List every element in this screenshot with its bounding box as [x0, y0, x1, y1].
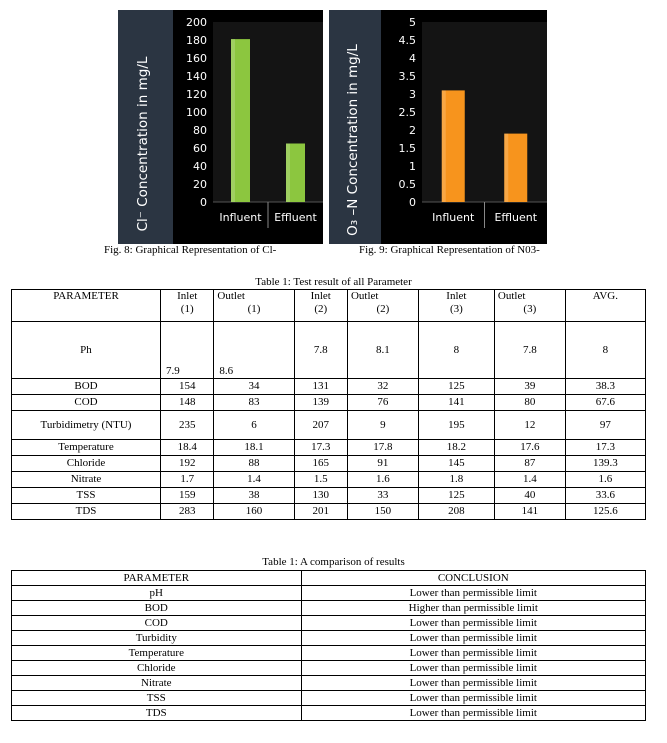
- parameter-cell: TSS: [12, 691, 302, 706]
- table-row: [12, 706, 646, 721]
- table-header-row: [12, 571, 646, 586]
- value-cell: 208: [418, 504, 494, 520]
- value-cell: 97: [565, 411, 645, 440]
- bar-highlight: [286, 144, 290, 203]
- y-tick-label: 0: [409, 196, 416, 209]
- value-cell: 17.3: [294, 440, 347, 456]
- y-axis-label: Cl⁻ Concentration in mg/L: [135, 56, 151, 232]
- x-category-label: Influent: [432, 211, 475, 224]
- y-tick-label: 2: [409, 124, 416, 137]
- table-row: [12, 322, 646, 379]
- header-parameter: PARAMETER: [12, 571, 302, 586]
- table-row: [12, 411, 646, 440]
- value-cell: 207: [294, 411, 347, 440]
- table-row: [12, 616, 646, 631]
- y-tick-label: 1: [409, 160, 416, 173]
- value-cell: 8.1: [347, 322, 418, 379]
- y-tick-label: 180: [186, 34, 207, 47]
- conclusion-cell: Lower than permissible limit: [301, 676, 645, 691]
- value-cell: 130: [294, 488, 347, 504]
- value-cell: 1.7: [160, 472, 213, 488]
- conclusion-cell: Lower than permissible limit: [301, 691, 645, 706]
- value-cell: 160: [214, 504, 294, 520]
- value-cell: 125: [418, 488, 494, 504]
- y-tick-label: 20: [193, 178, 207, 191]
- parameter-cell: Nitrate: [12, 472, 161, 488]
- table-row: [12, 395, 646, 411]
- value-cell: 39: [494, 379, 565, 395]
- value-cell: 154: [160, 379, 213, 395]
- parameter-cell: BOD: [12, 601, 302, 616]
- y-tick-label: 120: [186, 88, 207, 101]
- header-conclusion: CONCLUSION: [301, 571, 645, 586]
- conclusion-cell: Higher than permissible limit: [301, 601, 645, 616]
- parameter-cell: TDS: [12, 706, 302, 721]
- value-cell: 141: [418, 395, 494, 411]
- value-cell: 8.6: [214, 322, 294, 379]
- value-cell: 9: [347, 411, 418, 440]
- header-avg: AVG.: [565, 290, 645, 322]
- value-cell: 8: [418, 322, 494, 379]
- value-cell: 7.8: [494, 322, 565, 379]
- table-row: [12, 456, 646, 472]
- comparison-table: [11, 570, 646, 721]
- value-cell: 8: [565, 322, 645, 379]
- nitrate-chart: [329, 10, 547, 244]
- bar-highlight: [504, 134, 508, 202]
- table-row: [12, 504, 646, 520]
- value-cell: 125: [418, 379, 494, 395]
- y-tick-label: 80: [193, 124, 207, 137]
- y-tick-label: 0: [200, 196, 207, 209]
- conclusion-cell: Lower than permissible limit: [301, 706, 645, 721]
- plot-background: [213, 22, 323, 202]
- value-cell: 1.6: [347, 472, 418, 488]
- x-category-label: Influent: [219, 211, 262, 224]
- value-cell: 88: [214, 456, 294, 472]
- value-cell: 7.8: [294, 322, 347, 379]
- value-cell: 12: [494, 411, 565, 440]
- value-cell: 1.5: [294, 472, 347, 488]
- table-row: [12, 601, 646, 616]
- value-cell: 150: [347, 504, 418, 520]
- plot-background: [422, 22, 547, 202]
- value-cell: 139.3: [565, 456, 645, 472]
- x-category-label: Effluent: [274, 211, 317, 224]
- table-row: [12, 379, 646, 395]
- conclusion-cell: Lower than permissible limit: [301, 586, 645, 601]
- nitrate-chart-svg: [329, 10, 547, 244]
- table-row: [12, 472, 646, 488]
- figure-8-caption: Fig. 8: Graphical Representation of Cl-: [104, 244, 277, 256]
- value-cell: 7.9: [160, 322, 213, 379]
- y-tick-label: 1.5: [398, 142, 416, 155]
- y-tick-label: 100: [186, 106, 207, 119]
- y-axis-label: O₃ –N Concentration in mg/L: [345, 44, 361, 236]
- value-cell: 145: [418, 456, 494, 472]
- value-cell: 80: [494, 395, 565, 411]
- bar-highlight: [442, 90, 446, 202]
- table-row: [12, 691, 646, 706]
- value-cell: 165: [294, 456, 347, 472]
- conclusion-cell: Lower than permissible limit: [301, 631, 645, 646]
- parameter-cell: Temperature: [12, 646, 302, 661]
- y-tick-label: 2.5: [398, 106, 416, 119]
- value-cell: 141: [494, 504, 565, 520]
- conclusion-cell: Lower than permissible limit: [301, 616, 645, 631]
- chloride-chart-svg: [118, 10, 323, 244]
- value-cell: 159: [160, 488, 213, 504]
- header-outlet-2: Outlet (2): [347, 290, 418, 322]
- value-cell: 139: [294, 395, 347, 411]
- y-tick-label: 4.5: [398, 34, 416, 47]
- parameter-cell: Chloride: [12, 661, 302, 676]
- value-cell: 40: [494, 488, 565, 504]
- value-cell: 18.4: [160, 440, 213, 456]
- table-row: [12, 488, 646, 504]
- conclusion-cell: Lower than permissible limit: [301, 661, 645, 676]
- table-header-row: [12, 290, 646, 322]
- y-tick-label: 0.5: [398, 178, 416, 191]
- chloride-chart: [118, 10, 323, 244]
- value-cell: 38.3: [565, 379, 645, 395]
- value-cell: 67.6: [565, 395, 645, 411]
- value-cell: 18.1: [214, 440, 294, 456]
- value-cell: 17.8: [347, 440, 418, 456]
- table-row: [12, 586, 646, 601]
- header-inlet-3: Inlet (3): [418, 290, 494, 322]
- value-cell: 38: [214, 488, 294, 504]
- header-parameter: PARAMETER: [12, 290, 161, 322]
- parameter-cell: Chloride: [12, 456, 161, 472]
- y-tick-label: 3: [409, 88, 416, 101]
- value-cell: 1.8: [418, 472, 494, 488]
- bar-highlight: [231, 39, 235, 202]
- value-cell: 1.6: [565, 472, 645, 488]
- value-cell: 6: [214, 411, 294, 440]
- parameter-cell: Temperature: [12, 440, 161, 456]
- x-category-label: Effluent: [494, 211, 538, 224]
- table-2-caption: Table 1: A comparison of results: [262, 556, 405, 568]
- y-tick-label: 5: [409, 16, 416, 29]
- parameter-cell: Nitrate: [12, 676, 302, 691]
- header-inlet-2: Inlet (2): [294, 290, 347, 322]
- parameter-cell: Turbidity: [12, 631, 302, 646]
- value-cell: 131: [294, 379, 347, 395]
- y-tick-label: 3.5: [398, 70, 416, 83]
- value-cell: 1.4: [214, 472, 294, 488]
- header-outlet-3: Outlet (3): [494, 290, 565, 322]
- value-cell: 83: [214, 395, 294, 411]
- value-cell: 17.6: [494, 440, 565, 456]
- value-cell: 201: [294, 504, 347, 520]
- parameter-cell: COD: [12, 616, 302, 631]
- value-cell: 148: [160, 395, 213, 411]
- value-cell: 18.2: [418, 440, 494, 456]
- table-row: [12, 646, 646, 661]
- parameter-cell: TDS: [12, 504, 161, 520]
- test-results-table: [11, 289, 646, 520]
- value-cell: 192: [160, 456, 213, 472]
- value-cell: 33.6: [565, 488, 645, 504]
- value-cell: 32: [347, 379, 418, 395]
- parameter-cell: COD: [12, 395, 161, 411]
- table-row: [12, 440, 646, 456]
- value-cell: 33: [347, 488, 418, 504]
- value-cell: 125.6: [565, 504, 645, 520]
- table-1-caption: Table 1: Test result of all Parameter: [255, 276, 412, 288]
- parameter-cell: Ph: [12, 322, 161, 379]
- figure-9-caption: Fig. 9: Graphical Representation of N03-: [359, 244, 540, 256]
- value-cell: 235: [160, 411, 213, 440]
- value-cell: 76: [347, 395, 418, 411]
- y-tick-label: 4: [409, 52, 416, 65]
- y-tick-label: 60: [193, 142, 207, 155]
- value-cell: 1.4: [494, 472, 565, 488]
- parameter-cell: Turbidimetry (NTU): [12, 411, 161, 440]
- value-cell: 91: [347, 456, 418, 472]
- y-tick-label: 200: [186, 16, 207, 29]
- value-cell: 87: [494, 456, 565, 472]
- value-cell: 17.3: [565, 440, 645, 456]
- y-tick-label: 40: [193, 160, 207, 173]
- y-tick-label: 140: [186, 70, 207, 83]
- value-cell: 34: [214, 379, 294, 395]
- table-row: [12, 661, 646, 676]
- value-cell: 195: [418, 411, 494, 440]
- header-inlet-1: Inlet (1): [160, 290, 213, 322]
- conclusion-cell: Lower than permissible limit: [301, 646, 645, 661]
- table-row: [12, 676, 646, 691]
- parameter-cell: BOD: [12, 379, 161, 395]
- value-cell: 283: [160, 504, 213, 520]
- parameter-cell: pH: [12, 586, 302, 601]
- table-row: [12, 631, 646, 646]
- parameter-cell: TSS: [12, 488, 161, 504]
- header-outlet-1: Outlet (1): [214, 290, 294, 322]
- y-tick-label: 160: [186, 52, 207, 65]
